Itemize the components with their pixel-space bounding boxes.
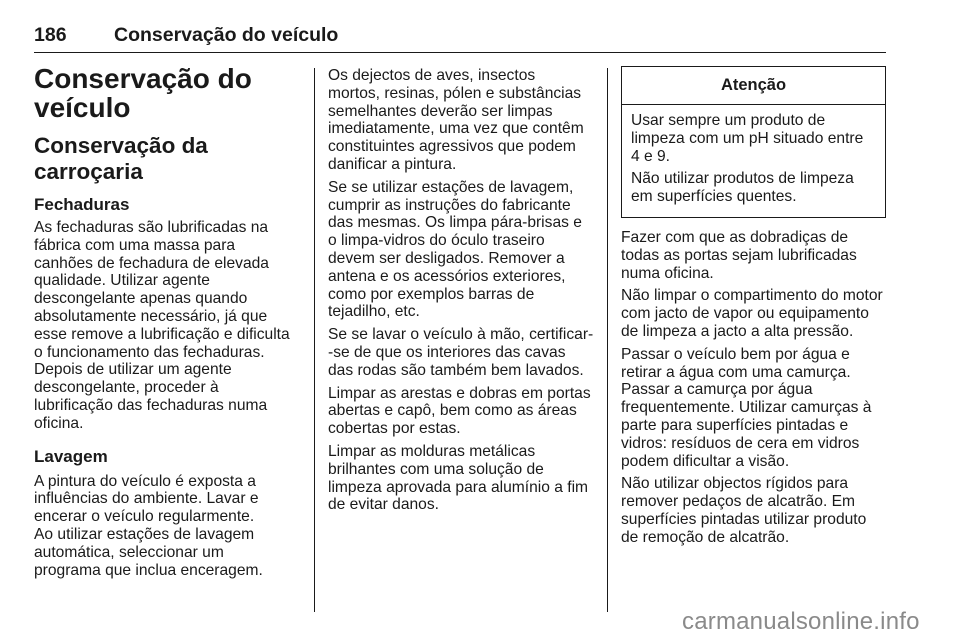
running-title: Conservação do veículo [114, 24, 339, 46]
text-line: Depois de utilizar um agente [34, 361, 232, 379]
text-line: remover pedaços de alcatrão. Em [621, 493, 856, 511]
text-line: todas as portas sejam lubrificadas [621, 246, 857, 264]
warning-body [622, 105, 885, 206]
subsection-heading-fechaduras: Fechaduras [34, 195, 130, 214]
text-line: frequentemente. Utilizar camurças à [621, 399, 872, 417]
text-line: influências do ambiente. Lavar e [34, 490, 259, 508]
text-line: Limpar as molduras metálicas [328, 442, 536, 460]
text-line: superfícies pintadas utilizar produto [621, 510, 867, 528]
text-line: devem ser desligados. Remover a [328, 249, 565, 267]
text-line: Ao utilizar estações de lavagem [34, 525, 255, 543]
column-left [34, 64, 304, 584]
paragraph [631, 112, 885, 165]
column-right [621, 229, 887, 552]
text-line: Não utilizar produtos de limpeza [631, 170, 854, 188]
paragraph [328, 326, 600, 379]
paragraph [621, 346, 887, 471]
paragraph [328, 179, 600, 321]
text-line: de limpeza a jacto a alta pressão. [621, 322, 854, 340]
text-line: limpeza com um pH situado entre [631, 129, 864, 147]
text-line: o limpa-vidros do óculo traseiro [328, 232, 545, 250]
paragraph [328, 385, 600, 438]
warning-box [621, 66, 886, 218]
text-line: mortos, resinas, pólen e substâncias [328, 84, 582, 102]
column-divider [314, 68, 315, 612]
text-line: imediatamente, uma vez que contêm [328, 120, 584, 138]
paragraph [328, 67, 600, 174]
text-line: como por exemplos barras de [328, 285, 535, 303]
chapter-title: Conservação do veículo [34, 63, 252, 123]
paragraph [621, 229, 887, 282]
section-title: Conservação da carroçaria [34, 133, 208, 184]
column-middle [328, 67, 600, 519]
text-line: Limpar as arestas e dobras em portas [328, 384, 591, 402]
text-line: -se de que os interiores das cavas [328, 343, 566, 361]
text-line: limpeza aprovada para alumínio a fim [328, 478, 589, 496]
text-line: A pintura do veículo é exposta a [34, 472, 256, 490]
text-line: vidros: resíduos de cera em vidros [621, 434, 860, 452]
text-line: parte para superfícies pintadas e [621, 416, 849, 434]
text-line: 4 e 9. [631, 147, 671, 165]
text-line: fábrica com uma massa para [34, 236, 236, 254]
text-line: danificar a pintura. [328, 155, 457, 173]
text-line: absolutamente necessário, já que [34, 307, 268, 325]
text-line: Passar a camurça por água [621, 381, 813, 399]
text-line: brilhantes com uma solução de [328, 460, 544, 478]
text-line: abertas e capô, bem como as áreas [328, 402, 577, 420]
paragraph [328, 443, 600, 514]
text-line: Não limpar o compartimento do motor [621, 287, 883, 305]
watermark: carmanualsonline.info [682, 608, 920, 635]
warning-title: Atenção [622, 67, 885, 105]
text-line: das mesmas. Os limpa pára-brisas e [328, 214, 582, 232]
text-line: Se se lavar o veículo à mão, certificar- [328, 326, 594, 344]
text-line: retirar a água com uma camurça. [621, 363, 851, 381]
page-number: 186 [34, 24, 67, 46]
text-line: Os dejectos de aves, insectos [328, 67, 536, 84]
paragraph [34, 219, 304, 433]
text-line: tejadilho, etc. [328, 303, 420, 321]
text-line: constituintes agressivos que podem [328, 138, 576, 156]
paragraph [631, 170, 885, 206]
text-line: oficina. [34, 414, 84, 432]
text-line: antena e os acessórios exteriores, [328, 267, 566, 285]
text-line: o funcionamento das fechaduras. [34, 343, 265, 361]
paragraph [34, 473, 304, 580]
subsection-heading-lavagem: Lavagem [34, 446, 108, 466]
text-line: lubrificação das fechaduras numa [34, 396, 268, 414]
text-line: Não utilizar objectos rígidos para [621, 475, 849, 493]
text-line: encerar o veículo regularmente. [34, 508, 255, 526]
text-line: programa que inclua enceragem. [34, 561, 263, 579]
text-line: Usar sempre um produto de [631, 112, 826, 129]
text-line: em superfícies quentes. [631, 188, 797, 206]
text-line: de evitar danos. [328, 496, 439, 514]
text-line: Passar o veículo bem por água e [621, 345, 850, 363]
text-line: As fechaduras são lubrificadas na [34, 219, 269, 236]
text-line: Se se utilizar estações de lavagem, [328, 178, 574, 196]
text-line: esse remove a lubrificação e dificulta [34, 325, 290, 343]
text-line: automática, seleccionar um [34, 543, 224, 561]
text-line: podem dificultar a visão. [621, 452, 790, 470]
text-line: de remoção de alcatrão. [621, 528, 790, 546]
paragraph [621, 475, 887, 546]
text-line: semelhantes deverão ser limpas [328, 102, 553, 120]
text-line: numa oficina. [621, 264, 714, 282]
text-line: descongelante, proceder à [34, 379, 219, 397]
page-header [34, 22, 886, 53]
text-line: cumprir as instruções do fabricante [328, 196, 571, 214]
paragraph [621, 287, 887, 340]
text-line: cobertas por estas. [328, 420, 461, 438]
text-line: canhões de fechadura de elevada [34, 254, 269, 272]
column-divider [607, 68, 608, 612]
text-line: descongelante apenas quando [34, 290, 248, 308]
text-line: das rodas são também bem lavados. [328, 361, 584, 379]
text-line: Fazer com que as dobradiças de [621, 229, 849, 246]
text-line: qualidade. Utilizar agente [34, 272, 210, 290]
text-line: com jacto de vapor ou equipamento [621, 305, 869, 323]
